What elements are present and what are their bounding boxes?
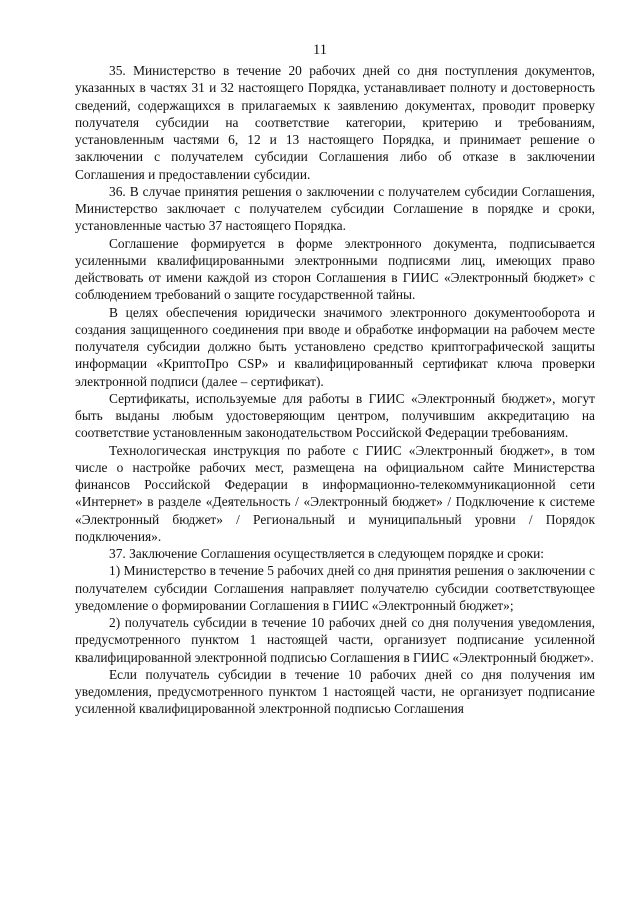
paragraph-certificates: Сертификаты, используемые для работы в ГИИС «Электронный бюджет», могут быть выданы любым удостоверяющим центром, получившим аккредитацию на соответствие установленным законодательством Российской Федерации требованиям. <box>75 390 595 441</box>
paragraph-agreement-form: Соглашение формируется в форме электронного документа, подписывается усиленными квалифицированными электронными подписями лиц, имеющих право действовать от имени каждой из сторон Соглашения в ГИИС «Электронный бюджет» с соблюдением требований о защите государственной тайны. <box>75 235 595 303</box>
paragraph-37: 37. Заключение Соглашения осуществляется в следующем порядке и сроки: <box>109 546 545 561</box>
page-number: 11 <box>313 42 327 58</box>
paragraph-35: 35. Министерство в течение 20 рабочих дней со дня поступления документов, указанных в частях 31 и 32 настоящего Порядка, устанавливает полноту и достоверность сведений, содержащихся в прилагаемых к заявлению документах, проводит проверку получателя субсидии на соответствие категории, критерию и требованиям, установленным частями 6, 12 и 13 настоящего Порядка, и принимает решение о заключении с получателем субсидии Соглашения либо об отказе в заключении Соглашения и предоставлении субсидии. <box>75 63 595 182</box>
paragraph-37-item-2: 2) получатель субсидии в течение 10 рабочих дней со дня получения уведомления, предусмотренного пунктом 1 настоящей части, организует подписание усиленной квалифицированной электронной подписью Соглашения в ГИИС «Электронный бюджет». <box>75 615 595 665</box>
paragraph-36: 36. В случае принятия решения о заключении с получателем субсидии Соглашения, Министерство заключает с получателем субсидии Соглашение в порядке и сроки, установленные частью 37 настоящего Порядка. <box>75 183 595 234</box>
paragraph-crypto-protection: В целях обеспечения юридически значимого электронного документооборота и создания защищенного соединения при вводе и обработке информации на рабочем месте получателя субсидии должно быть установлено средство криптографической защиты информации «КриптоПро CSP» и квалифицированный сертификат ключа проверки электронной подписи (далее – сертификат). <box>75 304 595 389</box>
paragraph-non-signing: Если получатель субсидии в течение 10 рабочих дней со дня получения им уведомления, предусмотренного пунктом 1 настоящей части, не организует подписание усиленной квалифицированной электронной подписью Соглашения <box>75 666 595 717</box>
paragraph-tech-instruction: Технологическая инструкция по работе с ГИИС «Электронный бюджет», в том числе о настройке рабочих мест, размещена на официальном сайте Министерства финансов Российской Федерации в информационно-телекоммуникационной сети «Интернет» в разделе «Деятельность / «Электронный бюджет» / Подключение к системе «Электронный бюджет» / Региональный и муниципальный уровни / Порядок подключения». <box>75 442 595 544</box>
paragraph-37-item-1: 1) Министерство в течение 5 рабочих дней со дня принятия решения о заключении с получателем субсидии Соглашения направляет получателю субсидии соответствующее уведомление о формировании Соглашения в ГИИС «Электронный бюджет»; <box>75 563 595 613</box>
document-body <box>75 62 595 718</box>
